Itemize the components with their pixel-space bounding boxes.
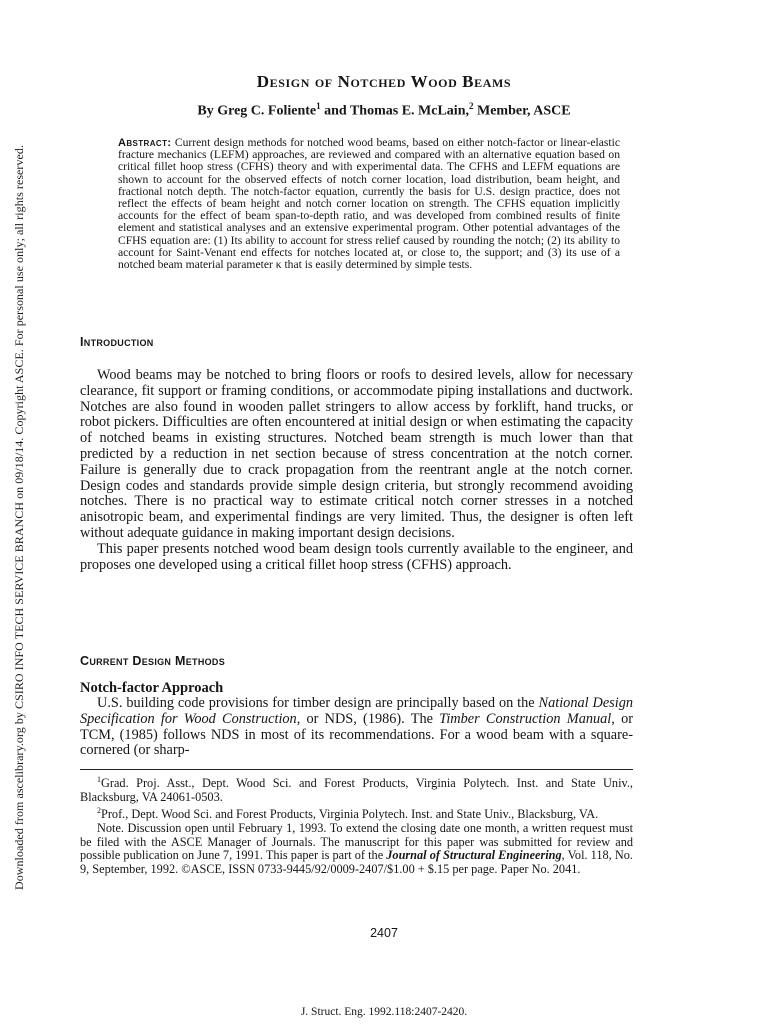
author-line bbox=[0, 101, 768, 120]
page-number: 2407 bbox=[370, 926, 398, 940]
introduction-heading: Introduction bbox=[80, 335, 154, 349]
abstract-text: Current design methods for notched wood beams, based on either notch-factor or linear-elastic fracture mechanics (LEFM) approaches, are reviewed and compared with an alternative equation based on critical fillet hoop stress (CFHS) theory and with experimental data. The CFHS and LEFM equations are shown to account for the observed effects of notch corner location, load distribution, beam height, and fractional notch depth. The notch-factor equation, currently the basis for U.S. design practice, does not reflect the effects of beam height and notch corner location on strength. The CFHS equation implicitly accounts for the effect of beam span-to-depth ratio, and was developed from combined results of finite element and statistical analyses and an extensive experimental program. Other potential advantages of the CFHS equation are: (1) Its ability to account for stress relief caused by rounding the notch; (2) its ability to account for Saint-Venant end effects for notches located at, or close to, the support; and (3) its use of a notched beam material parameter κ that is easily determined by simple tests. bbox=[118, 136, 620, 272]
abstract bbox=[118, 137, 620, 271]
footnotes bbox=[80, 773, 633, 876]
footnote-1 bbox=[80, 773, 633, 804]
author-footnote-mark-1: 1 bbox=[316, 101, 321, 111]
footnote-divider bbox=[80, 769, 633, 770]
notch-factor-paragraph bbox=[80, 696, 633, 759]
current-design-methods-heading: Current Design Methods bbox=[80, 654, 226, 668]
tcm-title: Timber Construction Manual bbox=[439, 710, 612, 727]
paper-title: Design of Notched Wood Beams bbox=[256, 72, 512, 91]
footnote-2 bbox=[80, 804, 633, 822]
footnote-2-mark: 2 bbox=[97, 806, 101, 816]
note-text-2: , Vol. 118, No. 9, September, 1992. ©ASCE, ISSN 0733-9445/92/0009-2407/$1.00 + $.15 per page. Paper No. 2041. bbox=[80, 848, 633, 876]
notch-text-1: U.S. building code provisions for timber design are principally based on the bbox=[97, 695, 539, 711]
footnote-1-mark: 1 bbox=[97, 775, 101, 784]
journal-name: Journal of Structural Engineering bbox=[386, 848, 562, 863]
author-footnote-mark-2: 2 bbox=[468, 101, 474, 111]
footnote-1-text: Grad. Proj. Asst., Dept. Wood Sci. and Forest Products, Virginia Polytech. Inst. and State Univ., Blacksburg, VA 24061-0503. bbox=[80, 776, 633, 804]
nds-title: National Design Specification for Wood Construction bbox=[80, 695, 634, 727]
citation-footer: J. Struct. Eng. 1992.118:2407-2420. bbox=[300, 1006, 468, 1018]
author-middle: and Thomas E. McLain, bbox=[320, 103, 469, 119]
introduction-body bbox=[80, 368, 633, 573]
notch-factor-subheading: Notch-factor Approach bbox=[80, 680, 224, 696]
abstract-label: Abstract: bbox=[118, 137, 172, 149]
download-watermark: Downloaded from ascelibrary.org by CSIRO INFO TECH SERVICE BRANCH on 09/18/14. Copyright ASCE. For personal use only; all rights reserved. bbox=[12, 145, 26, 890]
intro-paragraph-1: Wood beams may be notched to bring floors or roofs to desired levels, allow for necessary clearance, fit support or framing conditions, or accommodate piping installations and ductwork. Notches are also found in wooden pallet stringers to allow access by forklift, hand trucks, or robot pickers. Difficulties are often encountered at initial design or when estimating the capacity of notched beams in existing structures. Notched beam strength is much lower than that predicted by a reduction in net section because of stress concentration at the notch corner. Failure is generally due to crack propagation from the reentrant angle at the notch corner. Design codes and standards provide simple design criteria, but strongly recommend avoiding notches. There is no practical way to estimate critical notch corner stresses in a notched anisotropic beam, and experimental findings are very limited. Thus, the designer is often left without adequate guidance in making important design decisions. bbox=[80, 367, 633, 541]
footnote-2-text: Prof., Dept. Wood Sci. and Forest Products, Virginia Polytech. Inst. and State Univ., Blacksburg, VA. bbox=[101, 807, 599, 822]
author-suffix: Member, ASCE bbox=[473, 103, 571, 119]
author-prefix: By Greg C. Foliente bbox=[197, 103, 317, 119]
notch-text-2: , or NDS, (1986). The bbox=[296, 710, 440, 727]
discussion-note bbox=[80, 822, 633, 876]
note-text-1: Note. Discussion open until February 1, 1993. To extend the closing date one month, a written request must be filed with the ASCE Manager of Journals. The manuscript for this paper was submitted for review and possible publication on June 7, 1991. This paper is part of the bbox=[80, 820, 633, 863]
intro-paragraph-2: This paper presents notched wood beam design tools currently available to the engineer, and proposes one developed using a critical fillet hoop stress (CFHS) approach. bbox=[80, 540, 633, 573]
notch-text-3: , or TCM, (1985) follows NDS in most of its recommendations. For a wood beam with a square-cornered (or sharp- bbox=[80, 710, 634, 759]
